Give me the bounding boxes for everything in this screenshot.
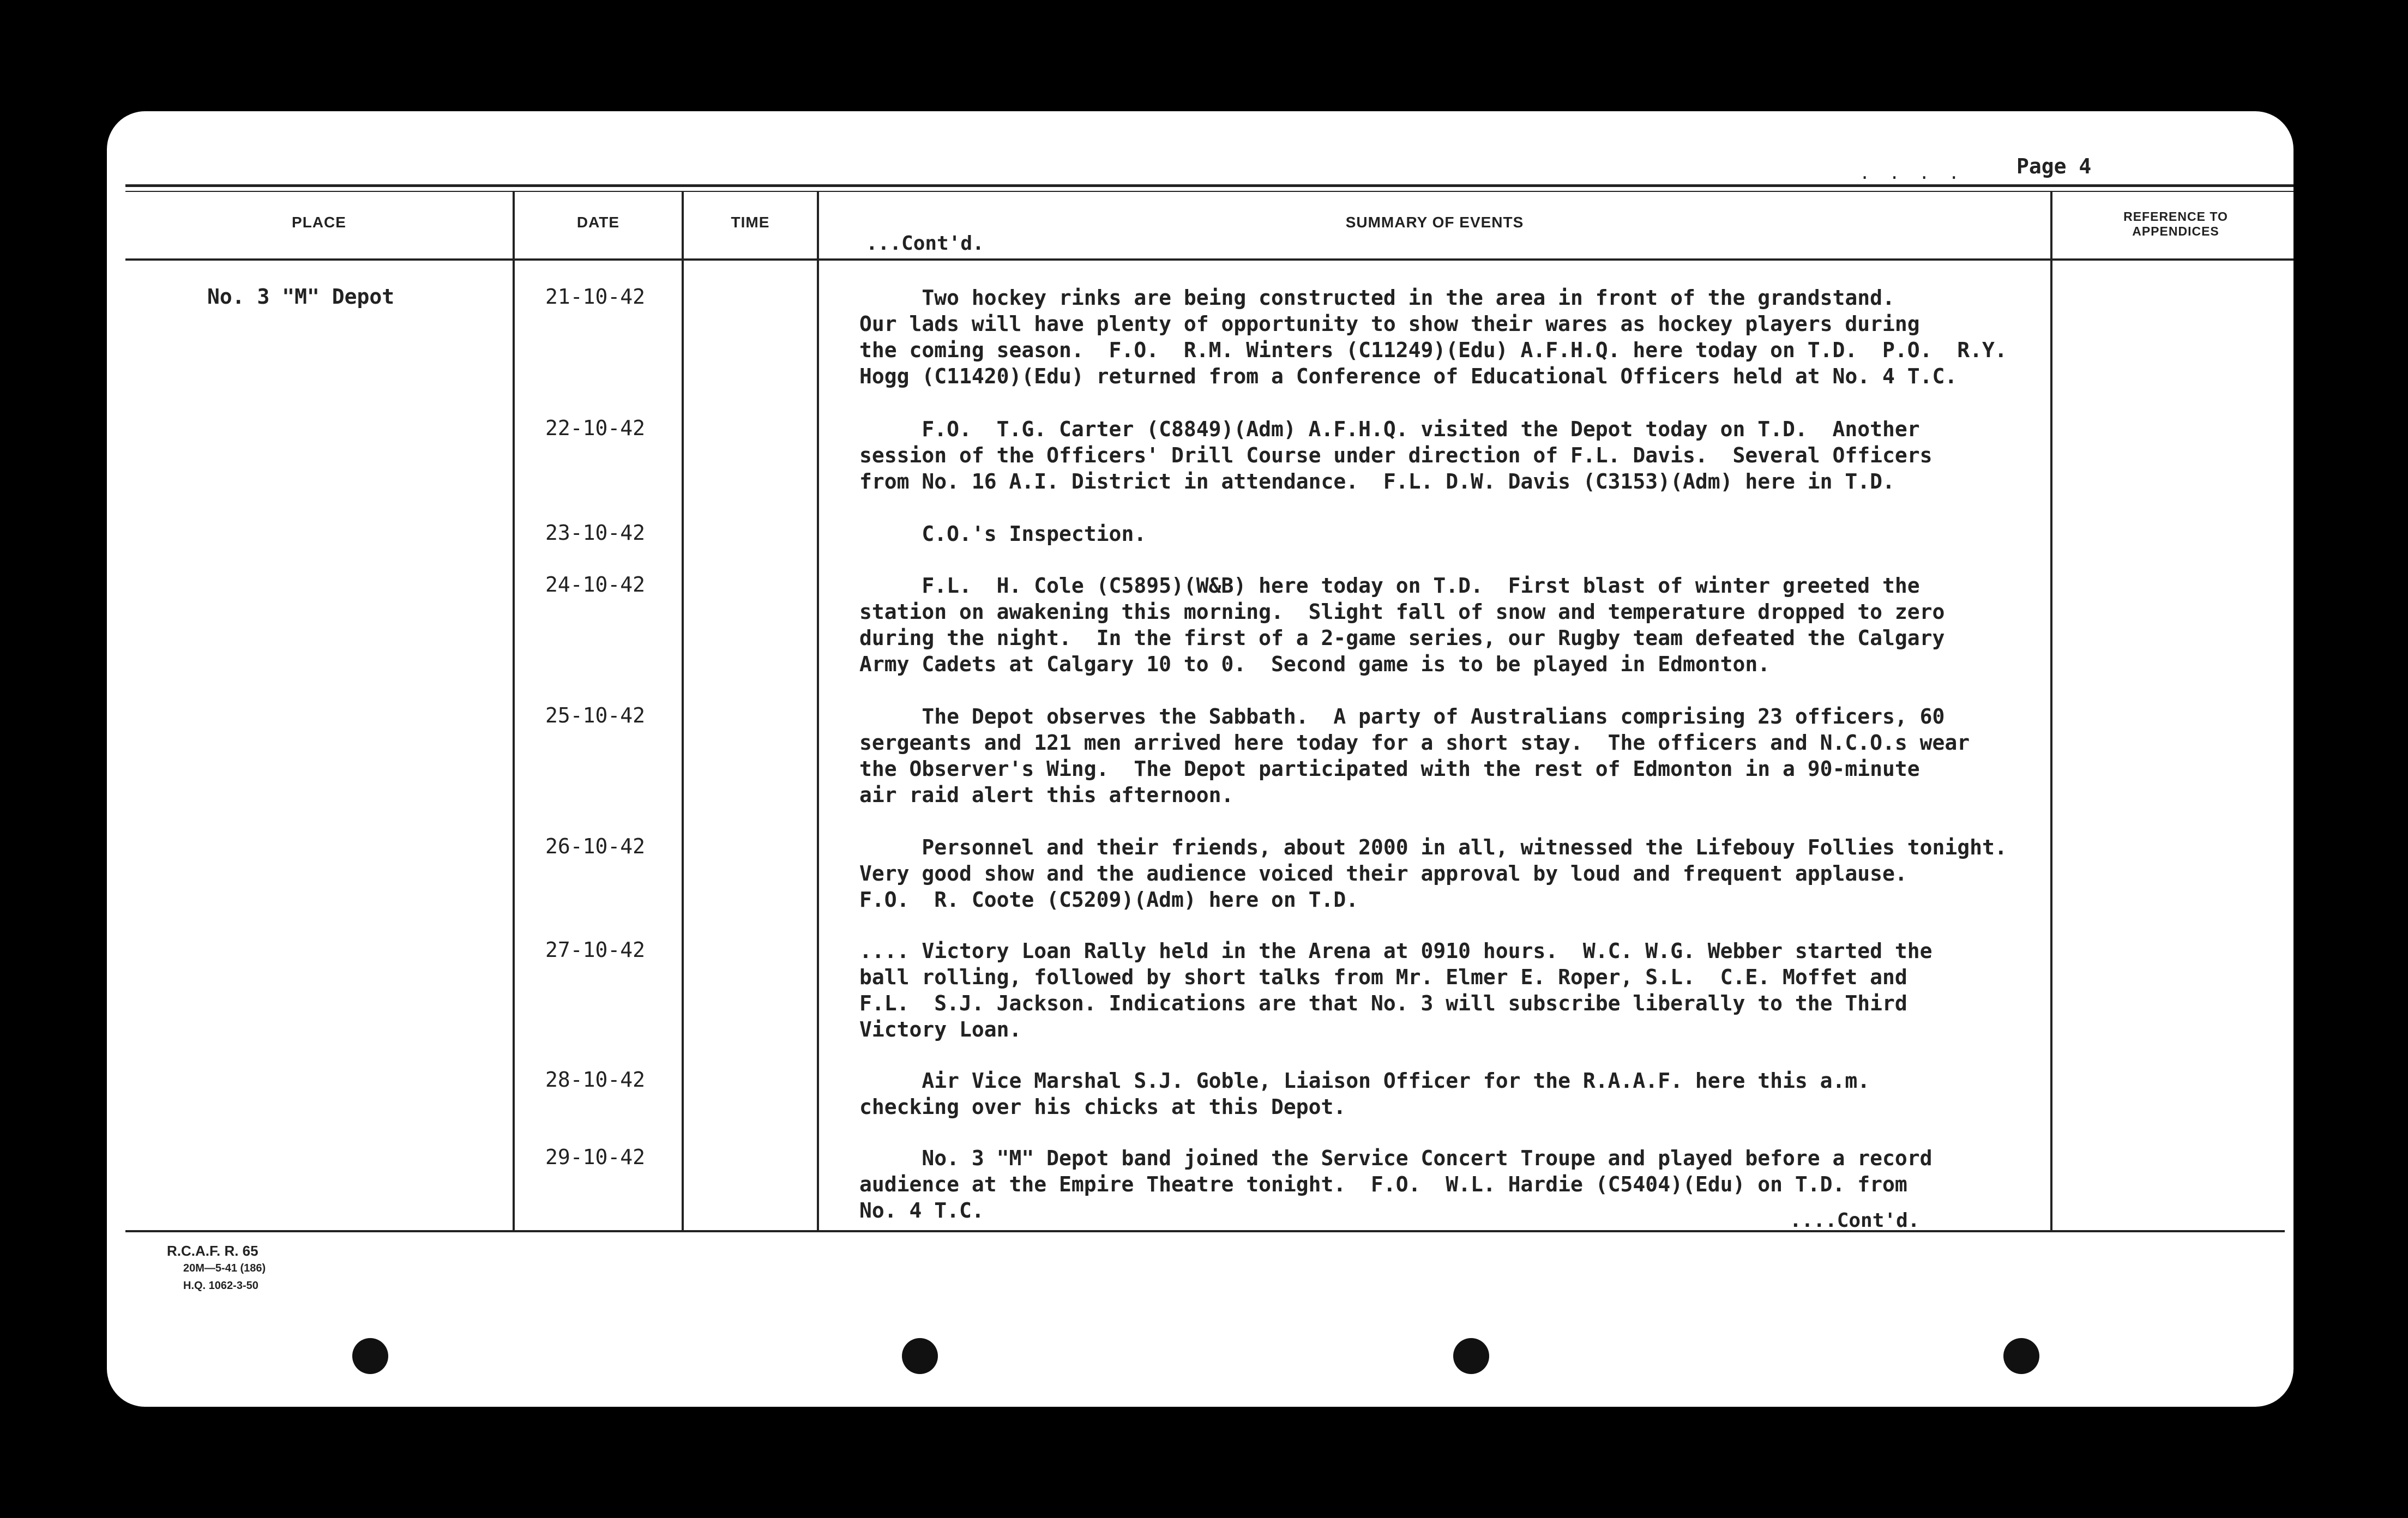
entry-text: F.O. T.G. Carter (C8849)(Adm) A.F.H.Q. visited the Depot today on T.D. Another session of the Officers' Drill Course under direction of F.L. Davis. Several Officers from No. 16 A.I. District in attendance. F.L. D.W. Davis (C3153)(Adm) here in T.D. <box>859 417 1933 493</box>
form-print-code: 20M—5-41 (186) <box>183 1262 266 1274</box>
binder-hole <box>352 1338 388 1374</box>
entry-date: 27-10-42 <box>545 938 646 962</box>
column-divider-time-summary <box>817 191 819 1230</box>
entry-date: 24-10-42 <box>545 573 646 597</box>
form-reference <box>167 1242 266 1294</box>
header-reference: REFERENCE TO APPENDICES <box>2123 209 2228 238</box>
entry-date: 22-10-42 <box>545 416 646 440</box>
entry-text: Air Vice Marshal S.J. Goble, Liaison Officer for the R.A.A.F. here this a.m. checking over his chicks at this Depot. <box>859 1069 1870 1119</box>
entry-text: The Depot observes the Sabbath. A party of Australians comprising 23 officers, 60 sergeants and 121 men arrived here today for a short stay. The officers and N.C.O.s wear the Observer's Wing. The Depot participated with the rest of Edmonton in a 90-minute air raid alert this afternoon. <box>859 704 1970 807</box>
entry-text: No. 3 "M" Depot band joined the Service Concert Troupe and played before a record audience at the Empire Theatre tonight. F.O. W.L. Hardie (C5404)(Edu) on T.D. from No. 4 T.C. <box>859 1146 1933 1222</box>
header-date: DATE <box>576 214 620 231</box>
form-hq-code: H.Q. 1062-3-50 <box>183 1280 258 1292</box>
page-number: Page 4 <box>2016 154 2092 178</box>
continued-bottom: ....Cont'd. <box>1790 1209 1920 1232</box>
entry-text: C.O.'s Inspection. <box>859 522 1147 546</box>
header-place: PLACE <box>292 214 346 231</box>
header-rule <box>125 258 2293 261</box>
column-divider-place-date <box>513 191 515 1230</box>
form-number: R.C.A.F. R. 65 <box>167 1243 258 1259</box>
column-divider-date-time <box>682 191 684 1230</box>
bottom-rule <box>125 1230 2285 1232</box>
entry-date: 26-10-42 <box>545 834 646 858</box>
entry-date: 28-10-42 <box>545 1068 646 1092</box>
top-rule <box>125 184 2293 187</box>
page-leader-dots: . . . . <box>1859 162 1964 183</box>
entry-date: 23-10-42 <box>545 521 646 545</box>
entry-date: 29-10-42 <box>545 1145 646 1169</box>
entry-date: 21-10-42 <box>545 285 646 309</box>
entry-text: F.L. H. Cole (C5895)(W&B) here today on T.D. First blast of winter greeted the station on awakening this morning. Slight fall of snow and temperature dropped to zero during the night. In the first of a 2-game series, our Rugby team defeated the Calgary Army Cadets at Calgary 10 to 0. Second game is to be played in Edmonton. <box>859 574 1945 676</box>
top-rule-thin <box>125 191 2293 192</box>
header-time: TIME <box>731 214 770 231</box>
place-name: No. 3 "M" Depot <box>207 285 395 309</box>
entry-date: 25-10-42 <box>545 703 646 727</box>
binder-hole <box>1453 1338 1489 1374</box>
binder-hole <box>902 1338 938 1374</box>
entry-text: Two hockey rinks are being constructed in the area in front of the grandstand. Our lads will have plenty of opportunity to show their wares as hockey players during the coming season. F.O. R.M. Winters (C11249)(Edu) A.F.H.Q. here today on T.D. P.O. R.Y. Hogg (C11420)(Edu) returned from a Conference of Educational Officers held at No. 4 T.C. <box>859 286 2007 388</box>
header-summary: SUMMARY OF EVENTS <box>1345 214 1524 231</box>
binder-hole <box>2003 1338 2039 1374</box>
entry-text: Personnel and their friends, about 2000 in all, witnessed the Lifebouy Follies tonight. Very good show and the audience voiced their approval by loud and frequent applause. F.O. R. Coote (C5209)(Adm) here on T.D. <box>859 835 2007 912</box>
continued-top: ...Cont'd. <box>866 232 984 255</box>
entry-text: .... Victory Loan Rally held in the Arena at 0910 hours. W.C. W.G. Webber started the ball rolling, followed by short talks from Mr. Elmer E. Roper, S.L. C.E. Moffet and F.L. S.J. Jackson. Indications are that No. 3 will subscribe liberally to the Third Victory Loan. <box>859 939 1933 1041</box>
